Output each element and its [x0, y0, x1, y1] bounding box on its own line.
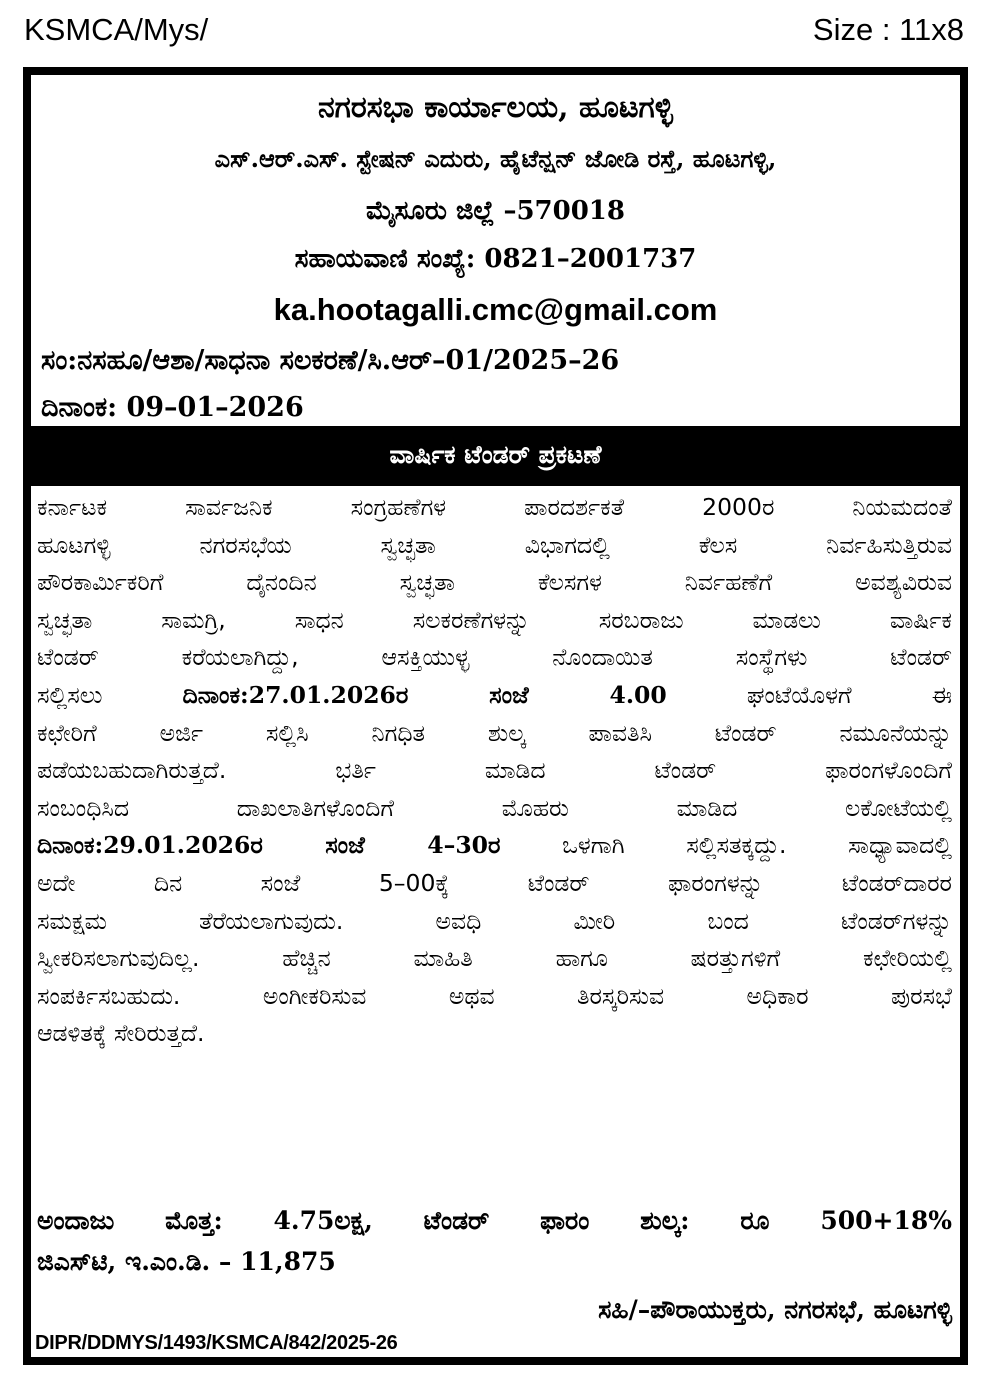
body-text: ಸಲ್ಲಿಸಲು [37, 680, 183, 709]
body-line [37, 677, 952, 715]
body-line [37, 527, 952, 565]
body-line [37, 940, 952, 978]
body-line [37, 865, 952, 903]
body-line [37, 790, 952, 828]
notice-title-bar [31, 426, 960, 486]
body-line [37, 639, 952, 677]
reference-number: ಸಂ:ನಸಹೂ/ಆಶಾ/ಸಾಧನಾ ಸಲಕರಣೆ/ಸಿ.ಆರ್–01/2025–26 [41, 345, 620, 376]
body-text: ಸ್ವೀಕರಿಸಲಾಗುವುದಿಲ್ಲ. ಹೆಚ್ಚಿನ ಮಾಹಿತಿ ಹಾಗೂ ಷರತ್ತುಗಳಿಗೆ ಕಛೇರಿಯಲ್ಲಿ [37, 944, 952, 973]
body-text: ಸ್ವಚ್ಛತಾ ಸಾಮಗ್ರಿ, ಸಾಧನ ಸಲಕರಣೆಗಳನ್ನು ಸರಬರಾಜು ಮಾಡಲು ವಾರ್ಷಿಕ [37, 605, 952, 634]
body-text: ಅದೇ ದಿನ ಸಂಜೆ 5–00ಕ್ಕೆ ಟೆಂಡರ್ ಫಾರಂಗಳನ್ನು ಟೆಂಡರ್‌ದಾರರ [37, 868, 952, 897]
body-line [37, 715, 952, 753]
body-text: ಹೂಟಗಳ್ಳಿ ನಗರಸಭೆಯ ಸ್ವಚ್ಛತಾ ವಿಭಾಗದಲ್ಲಿ ಕೆಲಸ ನಿರ್ವಹಿಸುತ್ತಿರುವ [37, 530, 952, 559]
amount-details [37, 1200, 952, 1282]
body-line [37, 978, 952, 1016]
body-text: ಟೆಂಡರ್ ಕರೆಯಲಾಗಿದ್ದು, ಆಸಕ್ತಿಯುಳ್ಳ ನೊಂದಾಯಿತ ಸಂಸ್ಥೆಗಳು ಟೆಂಡರ್ [37, 643, 952, 672]
office-email: ka.hootagalli.cmc@gmail.com [273, 292, 718, 327]
ad-size-label: Size : 11x8 [812, 12, 964, 47]
emphasized-text: ದಿನಾಂಕ:29.01.2026ರ ಸಂಜೆ 4–30ರ [37, 831, 501, 860]
amount-line-1: ಅಂದಾಜು ಮೊತ್ತ: 4.75ಲಕ್ಷ, ಟೆಂಡರ್ ಫಾರಂ ಶುಲ್ಕ: ರೂ 500+18% [37, 1206, 952, 1235]
body-text: ಪಡೆಯಬಹುದಾಗಿರುತ್ತದೆ. ಭರ್ತಿ ಮಾಡಿದ ಟೆಂಡರ್ ಫಾರಂಗಳೊಂದಿಗೆ [37, 756, 952, 785]
dipr-reference: DIPR/DDMYS/1493/KSMCA/842/2025-26 [35, 1332, 398, 1354]
emphasized-text: ದಿನಾಂಕ:27.01.2026ರ ಸಂಜೆ 4.00 [182, 680, 667, 709]
notice-title: ವಾರ್ಷಿಕ ಟೆಂಡರ್ ಪ್ರಕಟಣೆ [389, 440, 602, 469]
notice-header [31, 75, 960, 426]
body-text: ಘಂಟೆಯೊಳಗೆ ಈ [666, 680, 952, 709]
body-line [37, 903, 952, 941]
notice-frame [23, 67, 968, 1365]
body-line [37, 564, 952, 602]
body-text: ಆಡಳಿತಕ್ಕೆ ಸೇರಿರುತ್ತದೆ. [37, 1019, 205, 1048]
body-text: ಕಛೇರಿಗೆ ಅರ್ಜಿ ಸಲ್ಲಿಸಿ ನಿಗಧಿತ ಶುಲ್ಕ ಪಾವತಿಸಿ ಟೆಂಡರ್ ನಮೂನೆಯನ್ನು [37, 718, 952, 747]
signature-line: ಸಹಿ/–ಪೌರಾಯುಕ್ತರು, ನಗರಸಭೆ, ಹೂಟಗಳ್ಳಿ [598, 1295, 952, 1324]
address-line-1: ಎಸ್.ಆರ್.ಎಸ್. ಸ್ಟೇಷನ್ ಎದುರು, ಹೈಟೆನ್ಷನ್ ಜೋಡಿ ರಸ್ತೆ, ಹೂಟಗಳ್ಳಿ, [214, 144, 777, 173]
notice-date: ದಿನಾಂಕ: 09–01–2026 [41, 392, 304, 423]
body-line [37, 489, 952, 527]
body-text: ಸಂಪರ್ಕಿಸಬಹುದು. ಅಂಗೀಕರಿಸುವ ಅಥವ ತಿರಸ್ಕರಿಸುವ ಅಧಿಕಾರ ಪುರಸಭೆ [37, 981, 952, 1010]
address-line-2: ಮೈಸೂರು ಜಿಲ್ಲೆ –570018 [366, 196, 625, 226]
ksmca-code: KSMCA/Mys/ [24, 12, 209, 47]
body-text: ಕರ್ನಾಟಕ ಸಾರ್ವಜನಿಕ ಸಂಗ್ರಹಣೆಗಳ ಪಾರದರ್ಶಕತೆ 2000ರ ನಿಯಮದಂತೆ [37, 493, 952, 521]
body-line [37, 752, 952, 790]
body-line [37, 1015, 952, 1053]
body-text: ಒಳಗಾಗಿ ಸಲ್ಲಿಸತಕ್ಕದ್ದು. ಸಾಧ್ಯಾವಾದಲ್ಲಿ [500, 831, 952, 860]
body-text: ಸಮಕ್ಷಮ ತೆರೆಯಲಾಗುವುದು. ಅವಧಿ ಮೀರಿ ಬಂದ ಟೆಂಡರ್‌ಗಳನ್ನು [37, 906, 952, 935]
notice-body [37, 489, 952, 1053]
body-line [37, 602, 952, 640]
body-line [37, 827, 952, 865]
amount-line-2: ಜಿಎಸ್‌ಟಿ, ಇ.ಎಂ.ಡಿ. – 11,875 [37, 1247, 336, 1276]
office-name: ನಗರಸಭಾ ಕಾರ್ಯಾಲಯ, ಹೂಟಗಳ್ಳಿ [317, 90, 674, 125]
body-text: ಸಂಬಂಧಿಸಿದ ದಾಖಲಾತಿಗಳೊಂದಿಗೆ ಮೊಹರು ಮಾಡಿದ ಲಕೋಟೆಯಲ್ಲಿ [37, 793, 952, 822]
body-text: ಪೌರಕಾರ್ಮಿಕರಿಗೆ ದೈನಂದಿನ ಸ್ವಚ್ಛತಾ ಕೆಲಸಗಳ ನಿರ್ವಹಣೆಗೆ ಅವಶ್ಯವಿರುವ [37, 568, 952, 597]
helpline-number: ಸಹಾಯವಾಣಿ ಸಂಖ್ಯೆ: 0821–2001737 [294, 244, 697, 274]
